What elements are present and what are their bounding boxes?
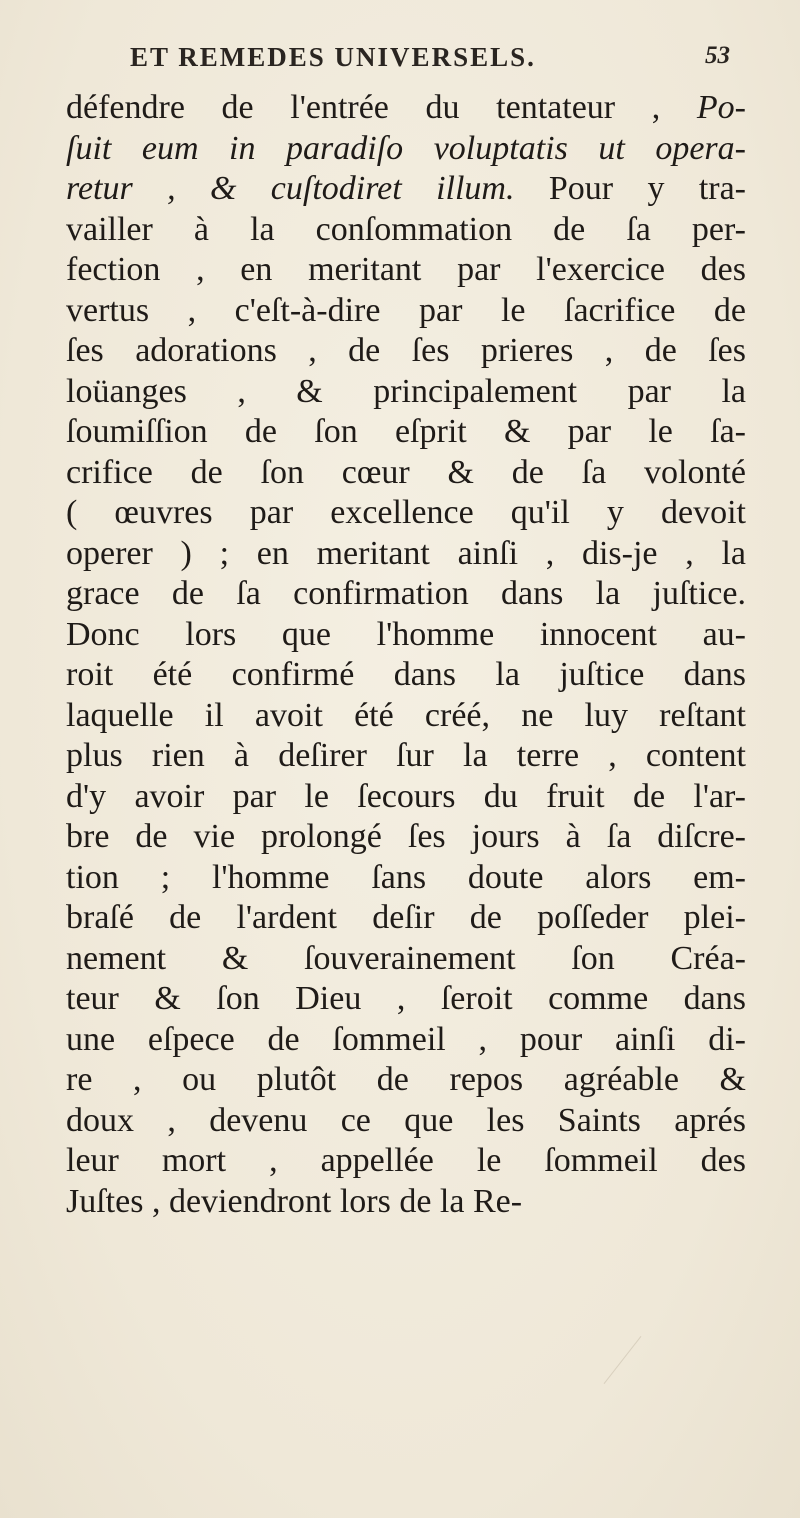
text-segment: vertus , c'eſt-à-dire par le ſacrifice de	[66, 291, 746, 329]
text-line	[66, 777, 746, 818]
text-segment: grace de ſa confirmation dans la juſtice.	[66, 575, 746, 612]
text-segment: Donc lors que l'homme innocent au-	[66, 615, 746, 653]
text-segment: plus rien à deſirer ſur la terre , content	[66, 737, 746, 774]
text-line	[66, 615, 746, 656]
text-segment: vailler à la conſommation de ſa per-	[66, 210, 746, 248]
text-line	[66, 169, 746, 210]
text-segment: ſoumiſſion de ſon eſprit & par le ſa-	[66, 413, 746, 450]
text-segment: operer ) ; en meritant ainſi , dis-je , la	[66, 534, 746, 572]
text-line	[66, 979, 746, 1020]
italic-text-segment: retur , & cuſtodiret illum.	[66, 170, 515, 207]
text-line	[66, 696, 746, 737]
text-line	[66, 1060, 746, 1101]
page-number: 53	[705, 42, 730, 69]
text-line	[66, 817, 746, 858]
text-segment: roit été confirmé dans la juſtice dans	[66, 656, 746, 693]
text-line	[66, 858, 746, 899]
text-line	[66, 412, 746, 453]
text-segment: fection , en meritant par l'exercice des	[66, 251, 746, 288]
text-line	[66, 88, 746, 129]
text-segment: re , ou plutôt de repos agréable &	[66, 1061, 746, 1098]
text-line	[66, 129, 746, 170]
text-segment: défendre de l'entrée du tentateur ,	[66, 89, 697, 126]
text-segment: teur & ſon Dieu , ſeroit comme dans	[66, 980, 746, 1017]
text-line	[66, 1101, 746, 1142]
text-line	[66, 898, 746, 939]
text-line	[66, 210, 746, 251]
text-line	[66, 453, 746, 494]
text-line	[66, 331, 746, 372]
text-line	[66, 1141, 746, 1182]
text-segment: ſes adorations , de ſes prieres , de ſes	[66, 332, 746, 369]
text-segment: une eſpece de ſommeil , pour ainſi di-	[66, 1020, 746, 1058]
text-line	[66, 736, 746, 777]
running-title: ET REMEDES UNIVERSELS.	[130, 42, 536, 72]
text-line	[66, 291, 746, 332]
text-segment: leur mort , appellée le ſommeil des	[66, 1142, 746, 1179]
text-line	[66, 655, 746, 696]
text-segment: doux , devenu ce que les Saints aprés	[66, 1101, 746, 1139]
italic-text-segment: Po-	[696, 89, 746, 126]
text-line	[66, 1182, 746, 1223]
text-segment: Pour y tra-	[514, 170, 746, 207]
text-segment: crifice de ſon cœur & de ſa volonté	[66, 453, 746, 491]
text-line	[66, 939, 746, 980]
text-segment: laquelle il avoit été créé, ne luy reſtant	[66, 696, 746, 734]
text-segment: Juſtes , deviendront lors de la Re-	[66, 1182, 523, 1220]
running-header	[130, 42, 730, 78]
text-line	[66, 250, 746, 291]
text-line	[66, 493, 746, 534]
text-segment: d'y avoir par le ſecours du fruit de l'ar-	[66, 777, 746, 815]
text-line	[66, 534, 746, 575]
text-segment: loüanges , & principalement par la	[66, 372, 746, 410]
text-line	[66, 372, 746, 413]
text-segment: nement & ſouverainement ſon Créa-	[66, 939, 746, 977]
italic-text-segment: ſuit eum in paradiſo voluptatis ut opera-	[66, 129, 746, 167]
text-segment: bre de vie prolongé ſes jours à ſa diſcre-	[66, 818, 746, 855]
text-segment: braſé de l'ardent deſir de poſſeder plei-	[66, 899, 746, 936]
text-segment: tion ; l'homme ſans doute alors em-	[66, 858, 746, 896]
text-line	[66, 1020, 746, 1061]
paper-mark	[604, 1336, 642, 1384]
text-segment: ( œuvres par excellence qu'il y devoit	[66, 494, 746, 531]
body-text	[66, 88, 746, 1222]
text-line	[66, 574, 746, 615]
